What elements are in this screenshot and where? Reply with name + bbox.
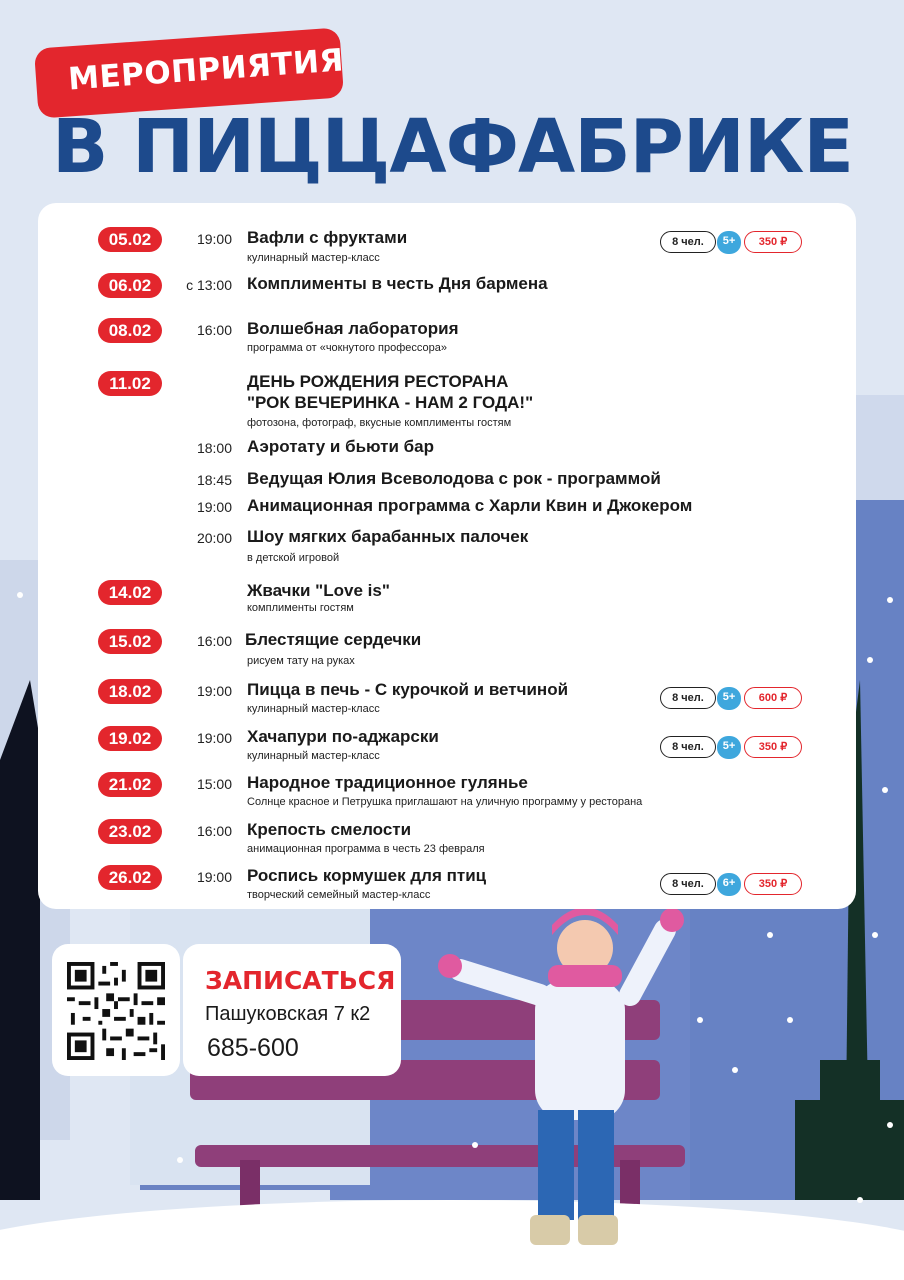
event-date: 19.02 (98, 726, 162, 751)
event-date: 14.02 (98, 580, 162, 605)
event-subtitle: анимационная программа в честь 23 февраля (247, 843, 485, 855)
event-title: Пицца в печь - С курочкой и ветчиной (247, 680, 569, 699)
price-badge: 350 ₽ (744, 736, 802, 758)
event-subtitle: комплименты гостям (247, 602, 354, 614)
event-title: Вафли с фруктами (247, 228, 408, 247)
event-time: 19:00 (196, 683, 232, 699)
people-badge: 8 чел. (660, 873, 716, 895)
event-date: 23.02 (98, 819, 162, 844)
page-title: В ПИЦЦАФАБРИКЕ (52, 104, 853, 190)
event-title: Блестящие сердечки (245, 630, 422, 649)
qr-code-icon[interactable] (67, 962, 165, 1060)
event-title: Жвачки "Love is" (247, 581, 390, 600)
address-text: Пашуковская 7 к2 (205, 1003, 371, 1025)
event-date: 18.02 (98, 679, 162, 704)
signup-button[interactable]: ЗАПИСАТЬСЯ (205, 966, 396, 995)
people-badge: 8 чел. (660, 736, 716, 758)
events-schedule-card (38, 203, 856, 909)
event-subtitle: рисуем тату на руках (247, 655, 355, 667)
event-subtitle: в детской игровой (247, 552, 340, 564)
age-badge: 6+ (717, 873, 741, 896)
event-subtitle: кулинарный мастер-класс (247, 252, 380, 264)
event-time: 16:00 (196, 823, 232, 839)
event-time: 19:00 (196, 730, 232, 746)
event-title: Роспись кормушек для птиц (247, 866, 487, 885)
event-date: 08.02 (98, 318, 162, 343)
event-title: Анимационная программа с Харли Квин и Джокером (247, 496, 693, 515)
event-time: 15:00 (196, 776, 232, 792)
event-date: 06.02 (98, 273, 162, 298)
event-subtitle: кулинарный мастер-класс (247, 750, 380, 762)
event-subtitle: фотозона, фотограф, вкусные комплименты гостям (247, 417, 512, 429)
event-date: 15.02 (98, 629, 162, 654)
event-title: Волшебная лаборатория (247, 319, 459, 338)
age-badge: 5+ (717, 687, 741, 710)
price-badge: 350 ₽ (744, 231, 802, 253)
event-title: Аэротату и бьюти бар (247, 437, 434, 456)
age-badge: 5+ (717, 231, 741, 254)
event-title: ДЕНЬ РОЖДЕНИЯ РЕСТОРАНА (247, 372, 509, 391)
people-badge: 8 чел. (660, 687, 716, 709)
event-date: 05.02 (98, 227, 162, 252)
event-time: 16:00 (196, 322, 232, 338)
event-title: Ведущая Юлия Всеволодова с рок - программой (247, 469, 661, 488)
event-time: 16:00 (196, 633, 232, 649)
event-time: 19:00 (196, 869, 232, 885)
header-pill-label: МЕРОПРИЯТИЯ (67, 42, 345, 98)
event-time: 20:00 (196, 530, 232, 546)
event-title: Комплименты в честь Дня бармена (247, 274, 548, 293)
people-badge: 8 чел. (660, 231, 716, 253)
event-date: 26.02 (98, 865, 162, 890)
event-time: с 13:00 (186, 277, 232, 293)
event-time: 19:00 (196, 231, 232, 247)
event-date: 21.02 (98, 772, 162, 797)
event-title: Шоу мягких барабанных палочек (247, 527, 529, 546)
event-title: Хачапури по-аджарски (247, 727, 439, 746)
event-subtitle: программа от «чокнутого профессора» (247, 342, 447, 354)
age-badge: 5+ (717, 736, 741, 759)
event-subtitle: творческий семейный мастер-класс (247, 889, 431, 901)
price-badge: 350 ₽ (744, 873, 802, 895)
event-time: 18:00 (196, 440, 232, 456)
event-title: Народное традиционное гулянье (247, 773, 528, 792)
event-date: 11.02 (98, 371, 162, 396)
event-title-line2: "РОК ВЕЧЕРИНКА - НАМ 2 ГОДА!" (247, 393, 534, 412)
event-time: 18:45 (196, 472, 232, 488)
event-title: Крепость смелости (247, 820, 412, 839)
event-time: 19:00 (196, 499, 232, 515)
phone-link[interactable]: 685-600 (207, 1034, 299, 1062)
event-subtitle: кулинарный мастер-класс (247, 703, 380, 715)
event-subtitle: Солнце красное и Петрушка приглашают на уличную программу у ресторана (247, 796, 643, 808)
price-badge: 600 ₽ (744, 687, 802, 709)
